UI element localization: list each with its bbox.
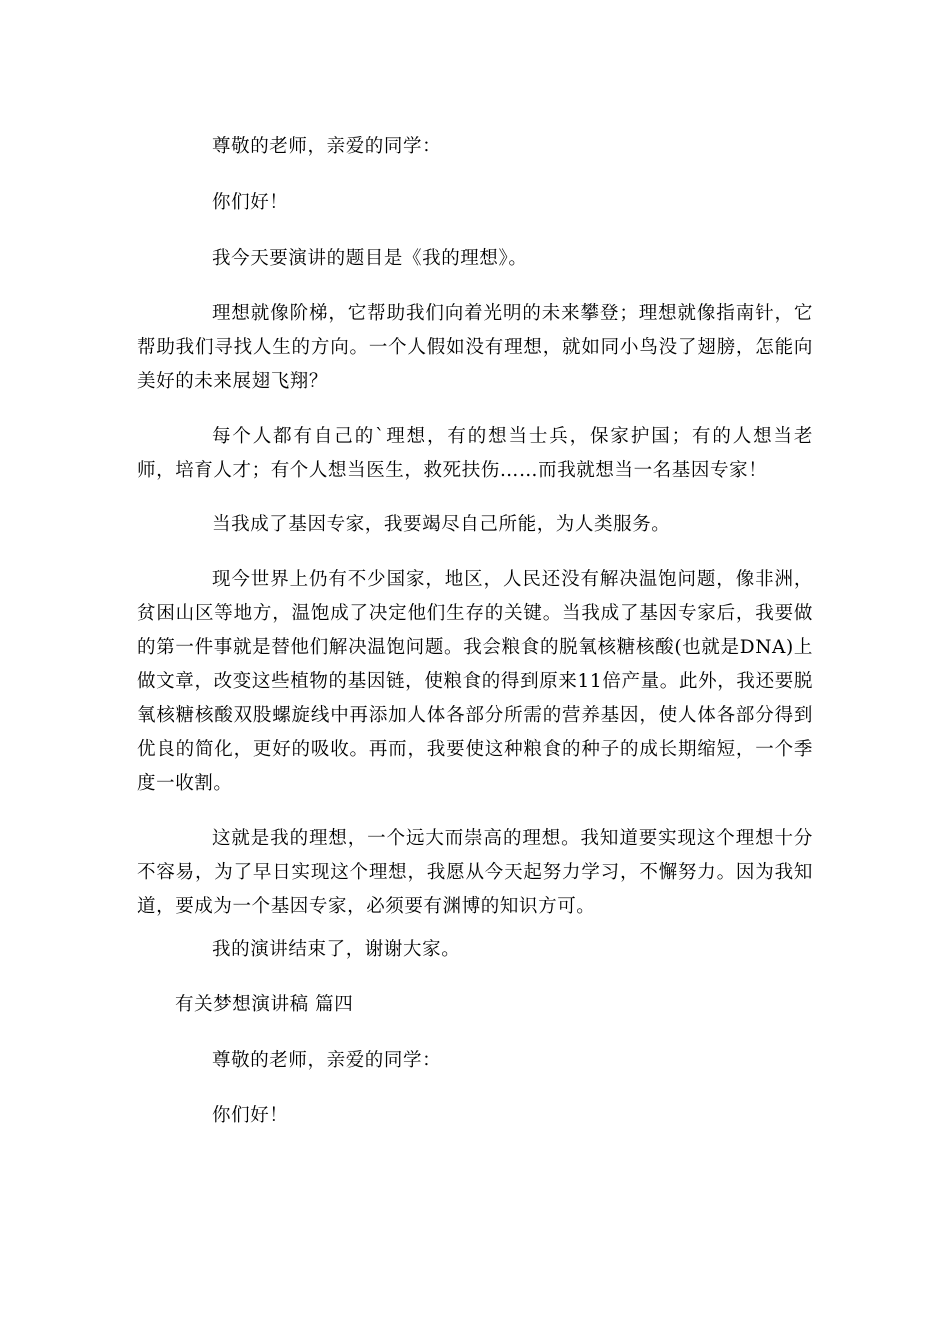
greeting-paragraph-2: 尊敬的老师，亲爱的同学： [212,1050,442,1071]
topic-paragraph: 我今天要演讲的题目是《我的理想》。 [212,248,528,269]
hello-paragraph: 你们好！ [212,192,289,213]
hello-paragraph-2: 你们好！ [212,1105,289,1126]
body-paragraph-conclusion: 这就是我的理想，一个远大而崇高的理想。我知道要实现这个理想十分不容易，为了早日实现这个理想，我愿从今天起努力学习，不懈努力。因为我知道，要成为一个基因专家，必须要有渊博的知识方可。 [137,828,813,917]
closing-thanks-paragraph: 我的演讲结束了，谢谢大家。 [212,939,461,960]
body-paragraph-ideal-metaphor: 理想就像阶梯，它帮助我们向着光明的未来攀登；理想就像指南针，它帮助我们寻找人生的方向。一个人假如没有理想，就如同小鸟没了翅膀，怎能向美好的未来展翅飞翔？ [137,303,813,392]
greeting-paragraph: 尊敬的老师，亲爱的同学： [212,136,442,157]
section-heading: 有关梦想演讲稿 篇四 [175,994,354,1015]
body-paragraph-gene-plan: 现今世界上仍有不少国家，地区，人民还没有解决温饱问题，像非洲，贫困山区等地方，温饱成了决定他们生存的关键。当我成了基因专家后，我要做的第一件事就是替他们解决温饱问题。我会粮食的脱氧核糖核酸(也就是DNA)上做文章，改变这些植物的基因链，使粮食的得到原来11倍产量。此外，我还要脱氧核糖核酸双股螺旋线中再添加人体各部分所需的营养基因，使人体各部分得到优良的简化，更好的吸收。再而，我要使这种粮食的种子的成长期缩短，一个季度一收割。 [137,569,813,794]
body-paragraph-everyone-ideal: 每个人都有自己的`理想，有的想当士兵，保家护国；有的人想当老师，培育人才；有个人想当医生，救死扶伤……而我就想当一名基因专家！ [137,426,813,481]
body-paragraph-serve-humanity: 当我成了基因专家，我要竭尽自己所能，为人类服务。 [212,514,671,535]
